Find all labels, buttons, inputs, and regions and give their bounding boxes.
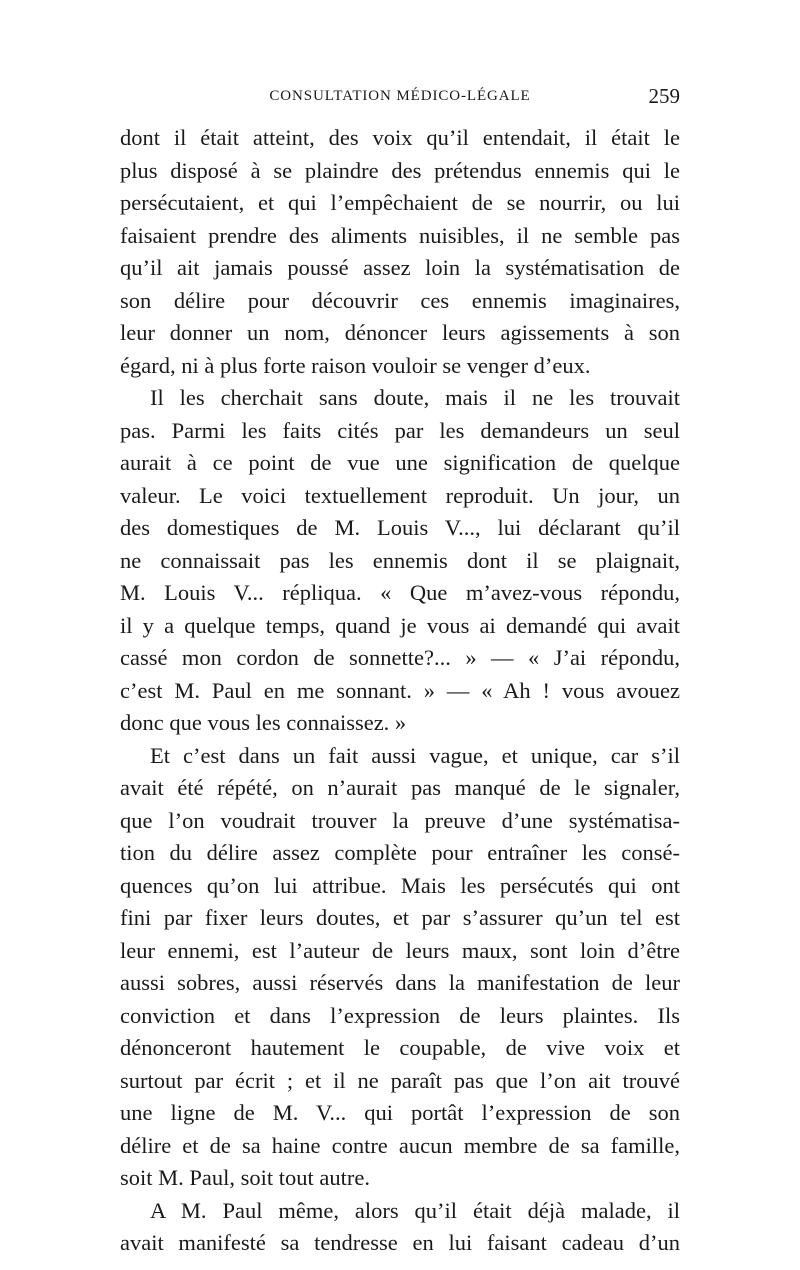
text-line: leur ennemi, est l’auteur de leurs maux, sont loin d’être <box>120 937 680 963</box>
text-line: quences qu’on lui attribue. Mais les persécutés qui ont <box>120 872 680 898</box>
text-line: qu’il ait jamais poussé assez loin la systématisation de <box>120 255 680 280</box>
text-line: donc que vous les connaissez. » <box>120 710 407 735</box>
running-title: CONSULTATION MÉDICO-LÉGALE <box>269 88 531 104</box>
text-line: dénonceront hautement le coupable, de vive voix et <box>120 1035 680 1060</box>
text-line: plus disposé à se plaindre des prétendus ennemis qui le <box>120 157 680 183</box>
text-line: fini par fixer leurs doutes, et par s’assurer qu’un tel est <box>120 905 680 930</box>
text-line: égard, ni à plus forte raison vouloir se venger d’eux. <box>120 352 591 378</box>
paragraph-start: A M. Paul même, alors qu’il était déjà malade, il <box>150 1197 680 1223</box>
text-line: avait manifesté sa tendresse en lui faisant cadeau d’un <box>120 1230 680 1255</box>
text-line: délire et de sa haine contre aucun membre de sa famille, <box>120 1132 680 1158</box>
text-line: tion du délire assez complète pour entraîner les consé- <box>120 840 680 865</box>
text-line: que l’on voudrait trouver la preuve d’une systématisa- <box>120 807 680 833</box>
text-line: une ligne de M. V... qui portât l’expression de son <box>120 1100 680 1125</box>
text-line: aussi sobres, aussi réservés dans la manifestation de leur <box>120 970 680 995</box>
text-line: c’est M. Paul en me sonnant. » — « Ah ! vous avouez <box>120 677 680 703</box>
paragraph-start: Et c’est dans un fait aussi vague, et unique, car s’il <box>150 742 680 768</box>
paragraph-start: Il les cherchait sans doute, mais il ne les trouvait <box>150 385 680 410</box>
text-line: soit M. Paul, soit tout autre. <box>120 1165 370 1190</box>
body-text <box>120 122 680 1260</box>
text-line: pas. Parmi les faits cités par les demandeurs un seul <box>120 417 680 443</box>
text-line: conviction et dans l’expression de leurs plaintes. Ils <box>120 1002 680 1028</box>
text-line: surtout par écrit ; et il ne paraît pas que l’on ait trouvé <box>120 1067 680 1093</box>
text-line: leur donner un nom, dénoncer leurs agissements à son <box>120 320 680 345</box>
text-line: M. Louis V... répliqua. « Que m’avez-vous répondu, <box>120 580 680 605</box>
text-line: il y a quelque temps, quand je vous ai demandé qui avait <box>120 612 680 638</box>
text-line: son délire pour découvrir ces ennemis imaginaires, <box>120 287 680 313</box>
text-line: dont il était atteint, des voix qu’il entendait, il était le <box>120 125 680 150</box>
running-head <box>120 84 680 122</box>
text-line: faisaient prendre des aliments nuisibles, il ne semble pas <box>120 222 680 248</box>
text-line: valeur. Le voici textuellement reproduit. Un jour, un <box>120 482 680 508</box>
text-line: aurait à ce point de vue une signification de quelque <box>120 450 680 475</box>
text-line: des domestiques de M. Louis V..., lui déclarant qu’il <box>120 515 680 540</box>
text-line: ne connaissait pas les ennemis dont il se plaignait, <box>120 547 680 573</box>
page-number: 259 <box>648 84 680 108</box>
text-line: cassé mon cordon de sonnette?... » — « J’ai répondu, <box>120 645 680 670</box>
text-line: persécutaient, et qui l’empêchaient de se nourrir, ou lui <box>120 190 680 215</box>
book-page <box>120 84 680 1260</box>
text-line: avait été répété, on n’aurait pas manqué de le signaler, <box>120 775 680 800</box>
